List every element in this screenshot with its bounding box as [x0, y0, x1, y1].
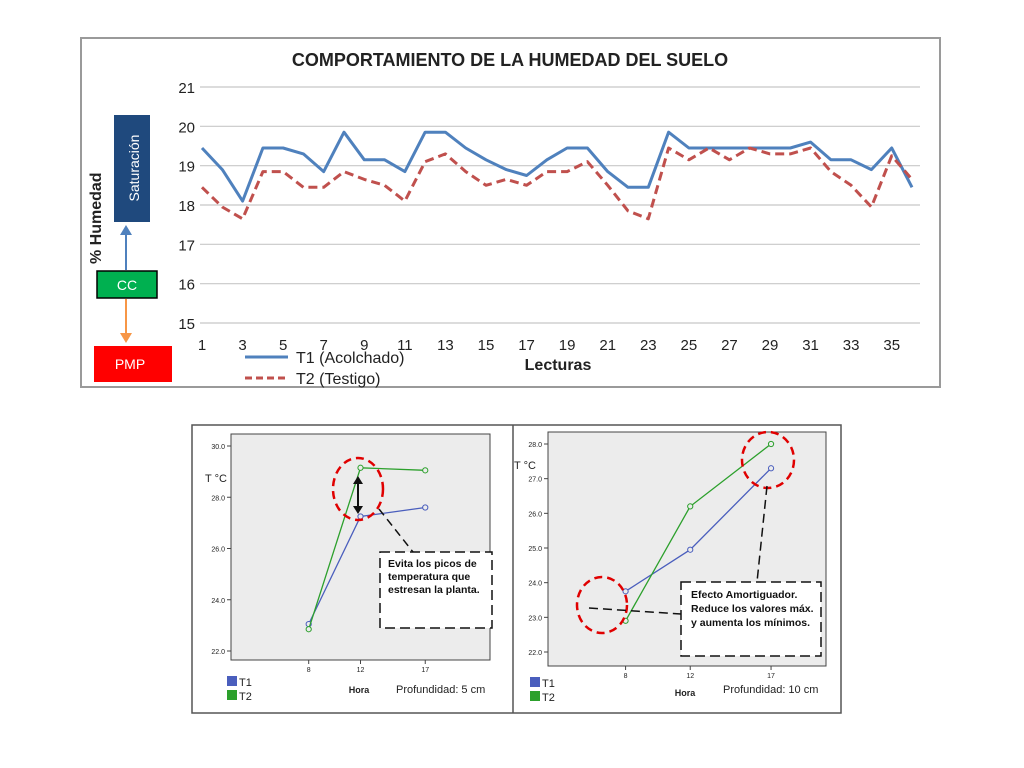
x-tick-label: 12: [356, 667, 365, 674]
y-tick-label: 19: [178, 158, 195, 176]
t1-point-10cm: [768, 466, 773, 471]
x-tick-label: 17: [518, 337, 535, 354]
t2-point-5cm: [306, 627, 311, 632]
y-tick-label: 28.0: [211, 495, 225, 503]
legend-t1-label: T1 (Acolchado): [296, 350, 405, 367]
legend-t2-label: T2 (Testigo): [296, 371, 381, 388]
x-tick-label: 21: [599, 337, 617, 354]
legend-t1-swatch-10cm: [530, 677, 540, 687]
x-axis-label-10cm: Hora: [674, 688, 696, 698]
x-tick-label: 5: [278, 337, 288, 354]
y-tick-label: 22.0: [528, 650, 542, 657]
y-tick-label: 20: [178, 119, 195, 137]
note-text-10cm: Efecto Amortiguador. Reduce los valores máx. y aumenta los mínimos.: [691, 589, 814, 629]
chart-frame: [81, 38, 940, 387]
t2-point-5cm: [423, 468, 428, 473]
x-tick-label: 7: [319, 337, 328, 354]
t1-point-5cm: [423, 505, 428, 510]
t2-point-10cm: [768, 441, 773, 446]
x-tick-label: 8: [306, 667, 311, 674]
x-tick-label: 8: [623, 673, 628, 680]
y-axis-label: % Humedad: [88, 172, 105, 264]
cc-label: CC: [116, 277, 138, 293]
x-tick-label: 1: [197, 337, 207, 354]
legend-t2-swatch-5cm: [227, 690, 237, 700]
temperature-panels: [191, 424, 842, 714]
y-tick-label: 21: [178, 80, 195, 97]
y-axis-label-5cm: T °C: [205, 473, 227, 485]
x-axis-label-5cm: Hora: [348, 685, 370, 695]
y-tick-label: 26.0: [528, 511, 542, 519]
x-tick-label: 29: [761, 337, 779, 354]
x-tick-label: 17: [767, 673, 775, 680]
y-tick-label: 22.0: [211, 649, 225, 656]
saturation-label: Saturación: [126, 134, 142, 202]
y-axis-label-10cm: T °C: [514, 460, 536, 472]
y-tick-label: 28.0: [528, 442, 542, 449]
legend-t1-swatch-5cm: [227, 676, 237, 686]
x-tick-label: 35: [883, 337, 901, 354]
y-tick-label: 24.0: [211, 597, 225, 605]
x-tick-label: 31: [802, 337, 819, 354]
x-tick-label: 9: [360, 337, 369, 354]
legend-t2-label-10cm: T2: [542, 692, 555, 704]
y-tick-label: 17: [178, 237, 195, 255]
x-tick-label: 15: [477, 337, 495, 354]
soil-moisture-chart: [80, 37, 941, 388]
pmp-label: PMP: [114, 356, 146, 372]
legend-t2-swatch-10cm: [530, 691, 540, 701]
x-axis-label: Lecturas: [524, 357, 592, 374]
x-tick-label: 11: [397, 337, 413, 354]
y-tick-label: 30.0: [211, 444, 225, 451]
x-tick-label: 25: [680, 337, 698, 354]
note-10cm: [691, 588, 817, 654]
legend-t1-label-10cm: T1: [542, 678, 555, 690]
y-tick-label: 18: [178, 198, 195, 215]
chart-title: COMPORTAMIENTO DE LA HUMEDAD DEL SUELO: [291, 50, 729, 70]
x-tick-label: 13: [437, 337, 454, 354]
t2-point-5cm: [358, 465, 363, 470]
t2-point-10cm: [688, 504, 693, 509]
x-tick-label: 33: [842, 337, 860, 354]
y-tick-label: 15: [178, 316, 195, 333]
y-tick-label: 24.0: [528, 580, 542, 588]
note-5cm: [388, 558, 488, 626]
depth-label-10cm: Profundidad: 10 cm: [723, 684, 819, 696]
y-tick-label: 16: [178, 276, 195, 294]
y-tick-label: 25.0: [528, 546, 542, 553]
depth-label-5cm: Profundidad: 5 cm: [396, 684, 486, 696]
x-tick-label: 19: [558, 337, 576, 354]
y-tick-label: 23.0: [528, 615, 542, 623]
x-tick-label: 12: [686, 673, 695, 680]
legend-t1-label-5cm: T1: [239, 677, 252, 689]
panel-10cm: [514, 432, 826, 704]
y-tick-label: 26.0: [211, 546, 225, 554]
x-tick-label: 3: [238, 337, 247, 354]
note-text-5cm: Evita los picos de temperatura que estresan la planta.: [388, 558, 480, 596]
x-tick-label: 17: [421, 667, 430, 674]
y-tick-label: 27.0: [528, 476, 542, 484]
legend-t2-label-5cm: T2: [239, 691, 252, 703]
x-tick-label: 27: [721, 337, 738, 354]
x-tick-label: 23: [639, 337, 657, 354]
t1-point-10cm: [688, 547, 693, 552]
